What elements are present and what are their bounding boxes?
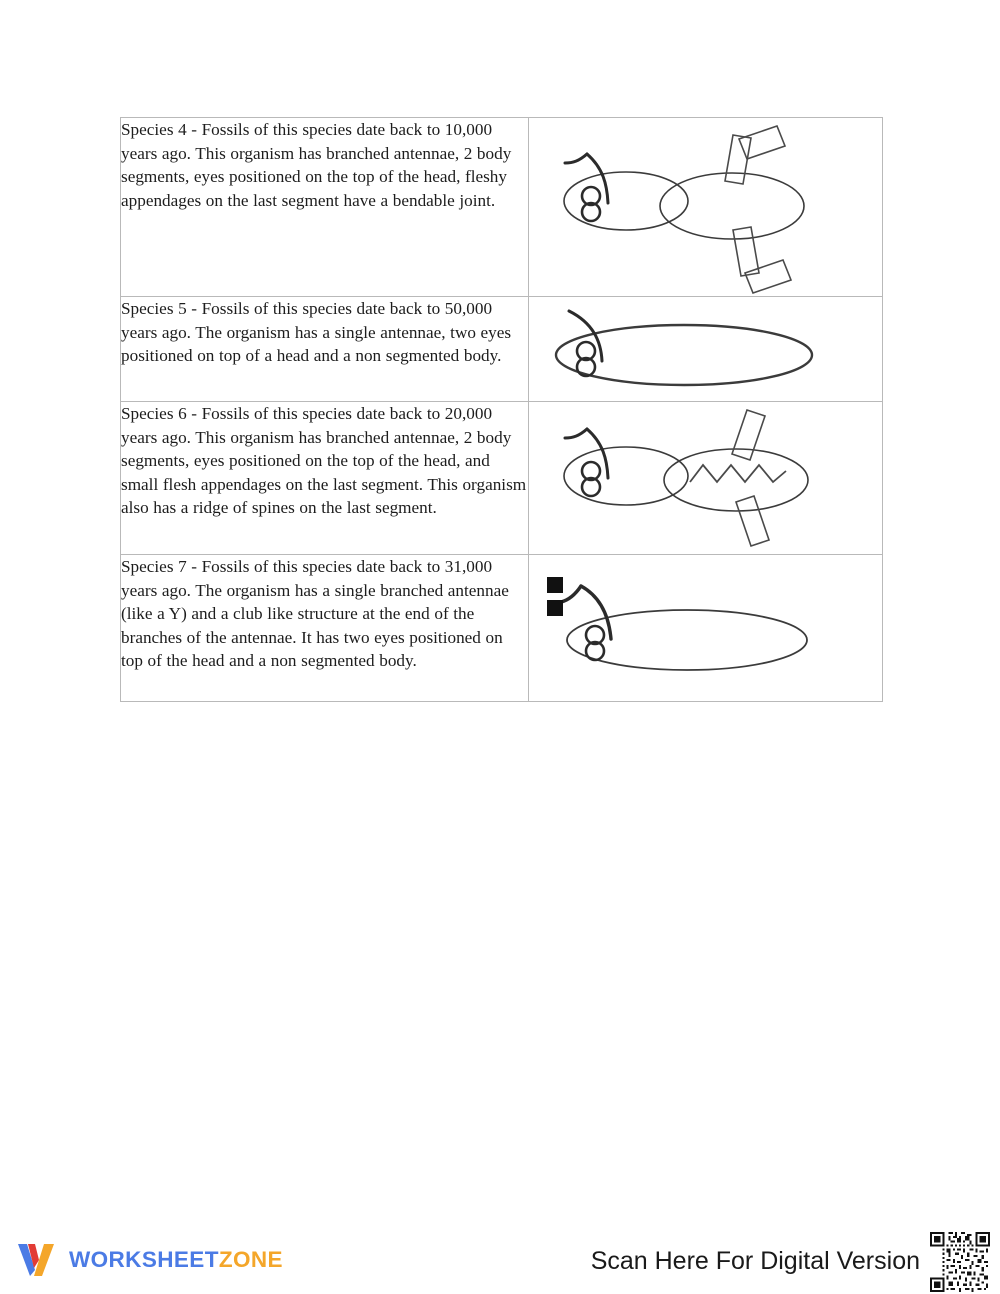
eyes-figure-eight [577,342,595,376]
qr-code-icon[interactable] [930,1232,990,1292]
table-row [121,118,883,297]
club-lower [547,600,563,616]
species-6-drawing-cell [529,402,883,555]
species-4-drawing [529,118,882,296]
eyes-figure-eight [586,626,604,660]
lower-appendage [736,496,769,546]
scan-label: Scan Here For Digital Version [590,1246,920,1275]
species-7-description: Species 7 - Fossils of this species date back to 31,000 years ago. The organism has a single branched antennae (like a Y) and a club like structure at the end of the branches of the antennae. It has two eyes positioned on top of the head and a non segmented body. [121,557,509,671]
page-footer [0,1228,1000,1294]
club-upper [547,577,563,593]
eyes-figure-eight [582,187,600,221]
species-4-description-cell [121,118,529,297]
worksheet-table-container [120,117,880,702]
species-7-drawing [529,555,882,701]
brand-logo[interactable] [16,1240,283,1280]
table-row [121,297,883,402]
brand-word-one: WORKSHEET [69,1247,219,1272]
species-7-description-cell [121,555,529,702]
scan-digital-version[interactable] [591,1232,990,1292]
species-5-description: Species 5 - Fossils of this species date back to 50,000 years ago. The organism has a single antennae, two eyes positioned on top of a head and a non segmented body. [121,299,512,366]
upper-appendage [732,410,765,460]
antenna-clubs [547,577,563,616]
brand-word-two: ZONE [218,1247,283,1272]
species-6-description-cell [121,402,529,555]
spine-ridge-zigzag [690,465,786,482]
table-row [121,555,883,702]
species-4-description: Species 4 - Fossils of this species date back to 10,000 years ago. This organism has branched antennae, 2 body segments, eyes positioned on the top of the head, fleshy appendages on the last segment have a bendable joint. [121,120,512,210]
species-6-description: Species 6 - Fossils of this species date back to 20,000 years ago. This organism has branched antennae, 2 body segments, eyes positioned on the top of the head, and small flesh appendages on the last segment. This organism also has a ridge of spines on the last segment. [121,404,527,518]
species-5-drawing-cell [529,297,883,402]
species-5-drawing [529,297,882,401]
antenna-branch [561,586,581,602]
species-5-description-cell [121,297,529,402]
worksheet-zone-logo-icon [16,1240,60,1280]
antenna-branch [565,154,587,163]
brand-wordmark [69,1247,283,1273]
species-6-drawing [529,402,882,554]
species-table [120,117,883,702]
species-4-drawing-cell [529,118,883,297]
species-7-drawing-cell [529,555,883,702]
antenna-stem [587,154,608,203]
antenna-stem [587,429,608,478]
eyes-figure-eight [582,462,600,496]
antenna-branch [565,429,587,438]
table-row [121,402,883,555]
